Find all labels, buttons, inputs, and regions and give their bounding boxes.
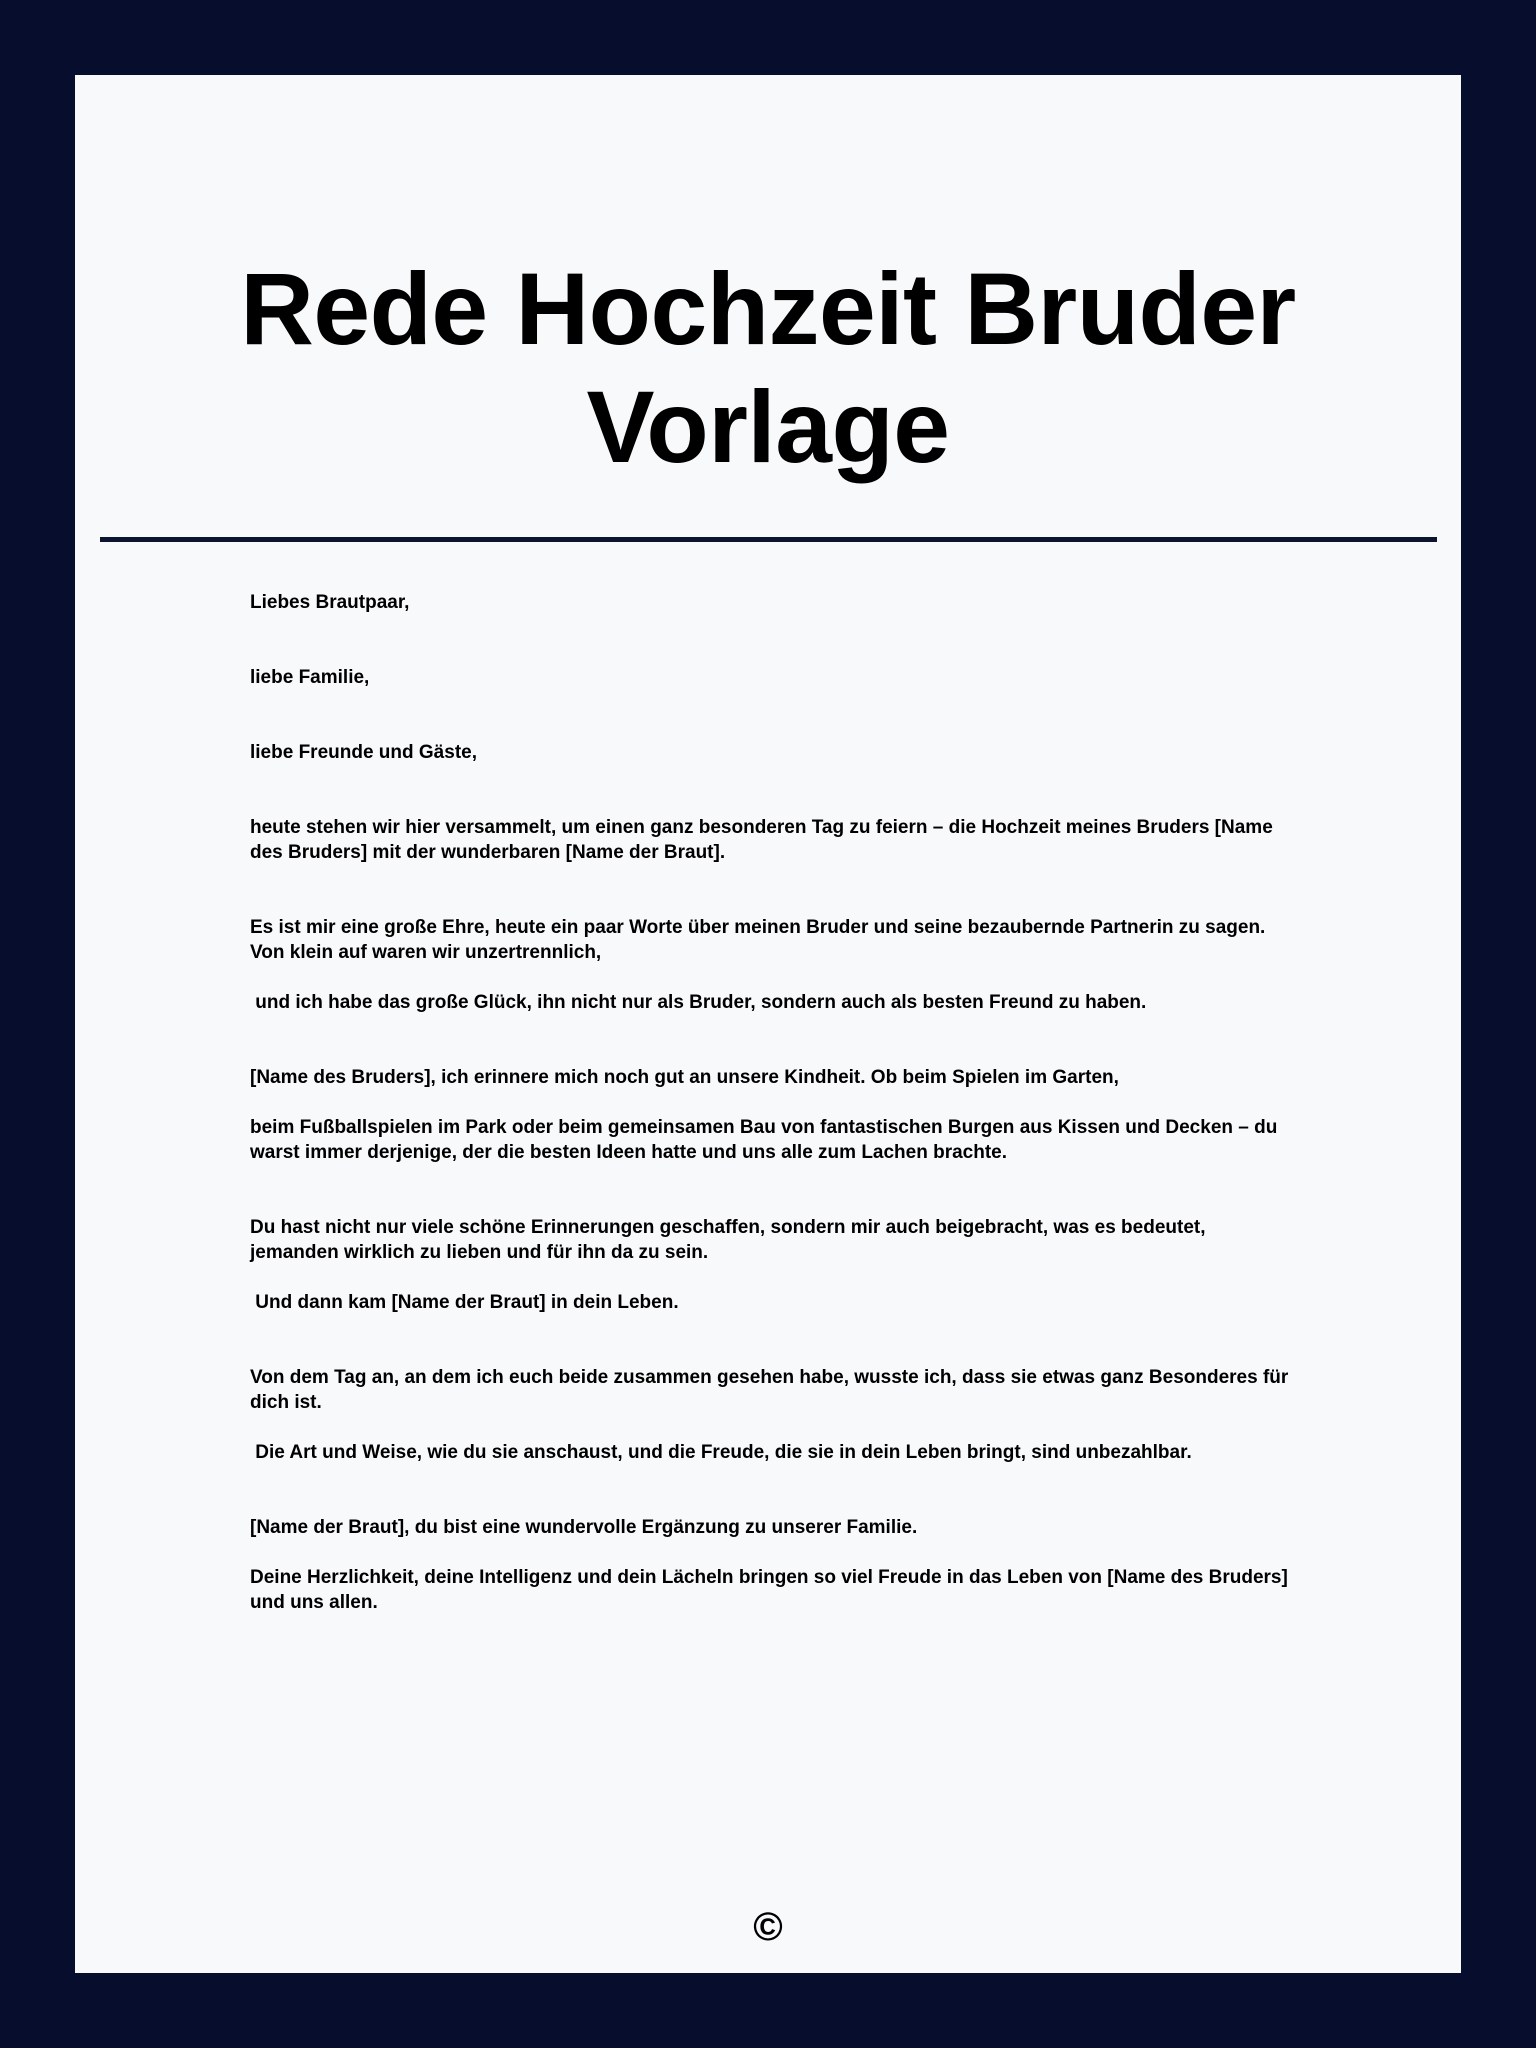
document-page bbox=[75, 75, 1461, 1973]
paragraph: Die Art und Weise, wie du sie anschaust, und die Freude, die sie in dein Leben bringt, sind unbezahlbar. bbox=[250, 1442, 1192, 1463]
salutation-line: Liebes Brautpaar, bbox=[250, 592, 410, 613]
page-title: Rede Hochzeit Bruder Vorlage bbox=[240, 252, 1296, 484]
speech-section bbox=[250, 1065, 1295, 1165]
paragraph: [Name des Bruders], ich erinnere mich noch gut an unsere Kindheit. Ob beim Spielen im Garten, bbox=[250, 1067, 1119, 1088]
paragraph: [Name der Braut], du bist eine wundervolle Ergänzung zu unserer Familie. bbox=[250, 1517, 918, 1538]
paragraph: Von dem Tag an, an dem ich euch beide zusammen gesehen habe, wusste ich, dass sie etwas ganz Besonderes für dich ist. bbox=[250, 1367, 1294, 1413]
speech-section bbox=[250, 1365, 1295, 1465]
paragraph: Deine Herzlichkeit, deine Intelligenz und dein Lächeln bringen so viel Freude in das Leben von [Name des Bruders] und uns allen. bbox=[250, 1567, 1294, 1613]
speech-section bbox=[250, 1515, 1295, 1615]
paragraph: Du hast nicht nur viele schöne Erinnerungen geschaffen, sondern mir auch beigebracht, was es bedeutet, jemanden wirklich zu lieben und für ihn da zu sein. bbox=[250, 1217, 1211, 1263]
paragraph: Es ist mir eine große Ehre, heute ein paar Worte über meinen Bruder und seine bezaubernde Partnerin zu sagen. Von klein auf waren wir unzertrennlich, bbox=[250, 917, 1271, 963]
speech-section bbox=[250, 1215, 1295, 1315]
paragraph: Und dann kam [Name der Braut] in dein Leben. bbox=[250, 1292, 679, 1313]
title-divider bbox=[100, 537, 1437, 542]
speech-body bbox=[250, 590, 1295, 1665]
salutation-line: liebe Freunde und Gäste, bbox=[250, 742, 477, 763]
paragraph: heute stehen wir hier versammelt, um einen ganz besonderen Tag zu feiern – die Hochzeit meines Bruders [Name des Bruders] mit der wunderbaren [Name der Braut]. bbox=[250, 817, 1279, 863]
paragraph: beim Fußballspielen im Park oder beim gemeinsamen Bau von fantastischen Burgen aus Kissen und Decken – du warst immer derjenige, der die besten Ideen hatte und uns alle zum Lachen brachte. bbox=[250, 1117, 1283, 1163]
paragraph: und ich habe das große Glück, ihn nicht nur als Bruder, sondern auch als besten Freund zu haben. bbox=[250, 992, 1147, 1013]
copyright-icon: © bbox=[753, 1905, 783, 1949]
speech-section bbox=[250, 915, 1295, 1015]
salutation-block bbox=[250, 590, 1295, 765]
speech-section bbox=[250, 815, 1295, 865]
salutation-line: liebe Familie, bbox=[250, 667, 370, 688]
